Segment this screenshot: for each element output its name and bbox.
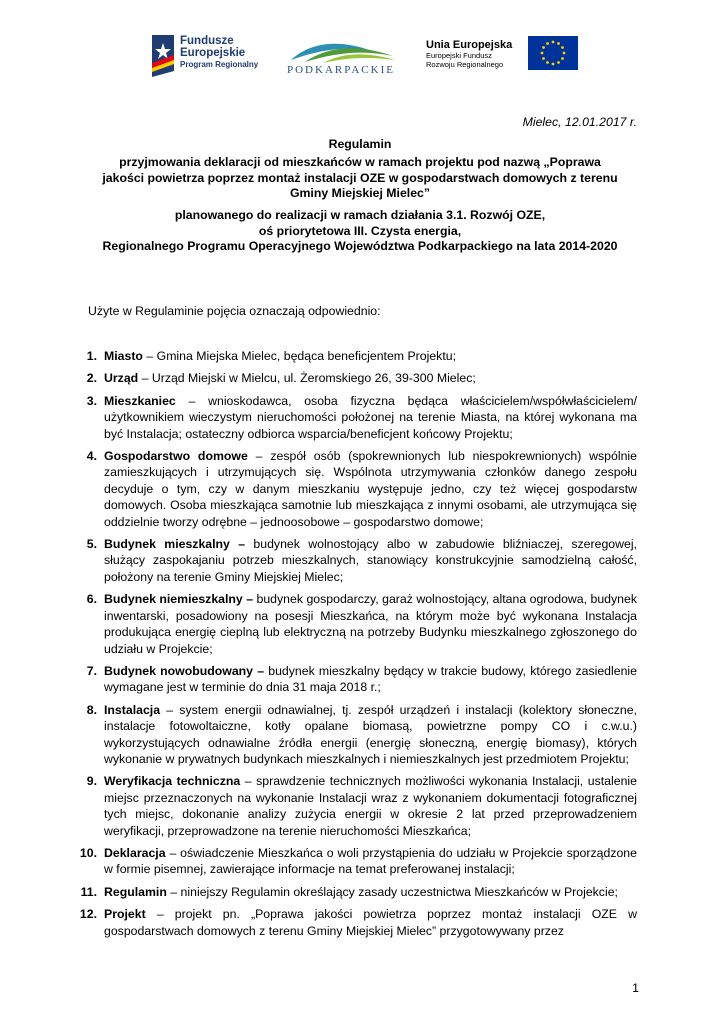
definition-number: 11.	[80, 884, 97, 899]
definition-number: 1.	[86, 349, 97, 363]
definition-text: – Gmina Miejska Mielec, będąca beneficjentem Projektu;	[142, 349, 456, 363]
definition-term: Budynek mieszkalny –	[104, 537, 246, 552]
definition-term: Urząd	[104, 371, 139, 386]
ue-line2: Europejski Fundusz	[426, 51, 492, 60]
fundusze-europejskie-logo	[148, 33, 263, 79]
page-number: 1	[632, 981, 639, 995]
definition-text: budynek gospodarczy, garaż wolnostojący, altana ogrodowa, budynek inwentarski, posadowiony na posesji Mieszkańca, na którym może być wykonana Instalacja produkująca energię cieplną lub elektryczną na potrzeby Budynku mieszkalnego zgłoszonego do udziału w Projekcie;	[104, 592, 637, 656]
definition-term: Mieszkaniec	[104, 393, 176, 408]
definition-number: 5.	[86, 537, 97, 552]
definition-text: – Urząd Miejski w Mielcu, ul. Żeromskiego 26, 39-300 Mielec;	[138, 371, 476, 386]
definition-number: 10.	[79, 845, 97, 860]
definition-item	[0, 393, 725, 442]
intro-text: Użyte w Regulaminie pojęcia oznaczają odpowiednio:	[88, 304, 381, 318]
ue-line1: Unia Europejska	[426, 39, 513, 51]
definition-number: 12.	[79, 907, 97, 922]
definition-term: Weryfikacja techniczna	[104, 774, 241, 789]
definition-item	[0, 591, 725, 657]
definition-item	[0, 536, 725, 585]
definition-item	[0, 906, 725, 939]
ue-logo-text	[426, 39, 512, 69]
definition-item	[0, 370, 725, 386]
program-line: planowanego do realizacji w ramach działania 3.1. Rozwój OZE,	[174, 208, 546, 222]
definition-number: 2.	[86, 371, 97, 386]
fe-star-icon	[148, 33, 178, 79]
definition-item	[0, 884, 725, 900]
definition-number: 4.	[86, 449, 97, 464]
fe-line3: Program Regionalny	[180, 60, 259, 69]
definition-text: – projekt pn. „Poprawa jakości powietrza poprzez montaż instalacji OZE w gospodarstwach domowych z terenu Gminy Miejskiej Mielec” przygotowywany przez	[104, 907, 637, 938]
definition-term: Deklaracja	[104, 845, 166, 860]
definition-item	[0, 845, 725, 878]
definition-number: 9.	[86, 774, 97, 789]
subtitle-line: przyjmowania deklaracji od mieszkańców w ramach projektu pod nazwą „Poprawa	[119, 155, 601, 169]
document-title: Regulamin	[328, 137, 392, 151]
definition-item	[0, 348, 725, 364]
definition-term: Gospodarstwo domowe	[104, 449, 248, 464]
program-info	[80, 208, 640, 255]
document-date: Mielec, 12.01.2017 r.	[522, 115, 637, 129]
definition-text: – oświadczenie Mieszkańca o woli przystąpienia do udziału w Projekcie sporządzone w formie pisemnej, zawierające informacje na temat preferowanej instalacji;	[104, 845, 637, 877]
definition-text: – zespół osób (spokrewnionych lub niespokrewnionych) wspólnie zamieszkujących i utrzymujących się. Wspólnota utrzymywania członków danego zespołu decyduje o tym, czy w danym mieszkaniu występuje jedno, czy też więcej gospodarstw domowych. Osoba mieszkająca samotnie lub mieszkająca z innymi osobami, ale utrzymująca się oddzielnie tworzy odrębne – jednoosobowe – gospodarstwo domowe;	[104, 449, 638, 529]
program-line: oś priorytetowa III. Czysta energia,	[258, 223, 462, 238]
definition-term: Projekt	[104, 907, 146, 922]
document-subtitle	[80, 155, 640, 202]
definition-term: Budynek nowobudowany –	[104, 663, 265, 678]
subtitle-line: jakości powietrza poprzez montaż instalacji OZE w gospodarstwach domowych z terenu	[102, 170, 618, 185]
definition-text: budynek mieszkalny będący w trakcie budowy, którego zasiedlenie wymagane jest w terminie do dnia 31 maja 2018 r.;	[104, 663, 637, 695]
definition-number: 7.	[86, 663, 97, 678]
fe-logo-text	[180, 35, 258, 71]
definition-term: Regulamin	[104, 884, 167, 899]
fe-line1: Fundusze	[180, 35, 234, 47]
definition-text: – system energii odnawialnej, tj. zespół urządzeń i instalacji (kolektory słoneczne, instalacje fotowoltaiczne, kotły opalane biomasą, powietrzne pompy CO i c.w.u.) wykorzystujących odnawialne źródła energii (energię słoneczną, energię biomasy), których wykonanie w prywatnych budynkach mieszkalnych i niemieszkalnych jest przedmiotem Projektu;	[104, 702, 637, 766]
podkarpackie-logo	[283, 38, 401, 82]
definition-number: 3.	[86, 393, 97, 408]
unia-europejska-logo	[426, 36, 580, 82]
definition-text: budynek wolnostojący albo w zabudowie bliźniaczej, szeregowej, służący zaspokajaniu potrzeb mieszkalnych, stanowiący konstrukcyjnie samodzielną całość, położony na terenie Gminy Miejskiej Mielec;	[104, 537, 637, 584]
fe-line2: Europejskie	[180, 47, 246, 59]
definition-number: 8.	[86, 702, 97, 717]
definition-term: Instalacja	[104, 702, 161, 717]
ue-line3: Rozwoju Regionalnego	[426, 60, 504, 69]
podkarpackie-text: PODKARPACKIE	[287, 64, 395, 76]
definition-item	[0, 702, 725, 768]
definition-text: – wnioskodawca, osoba fizyczna będąca właścicielem/współwłaścicielem/ użytkownikiem wieczystym nieruchomości położonej na terenie Miasta, na której wykonana ma być Instalacja; ostateczny odbiorca wsparcia/beneficjent końcowy Projektu;	[104, 393, 637, 441]
definition-item	[0, 448, 725, 530]
definition-term: Budynek niemieszkalny –	[104, 592, 254, 607]
definition-item	[0, 663, 725, 696]
subtitle-line: Gminy Miejskiej Mielec”	[289, 186, 431, 200]
logo-bar	[0, 30, 725, 80]
eu-flag-icon	[528, 36, 578, 70]
definition-term: Miasto	[104, 349, 143, 363]
definition-text: – niniejszy Regulamin określający zasady uczestnictwa Mieszkańców w Projekcie;	[166, 884, 618, 899]
definitions-list	[0, 348, 725, 939]
program-line: Regionalnego Programu Operacyjnego Województwa Podkarpackiego na lata 2014-2020	[102, 239, 618, 253]
definition-number: 6.	[86, 592, 97, 607]
definition-text: – sprawdzenie technicznych możliwości wykonania Instalacji, ustalenie miejsc przeznaczonych na wykonanie Instalacji wraz z wykonaniem dokumentacji fotograficznej tych miejsc, dokonanie analizy zużycia energii w okresie 2 lat przed przeprowadzeniem weryfikacji, przeprowadzone na terenie nieruchomości Mieszkańca;	[104, 774, 637, 838]
podkarpackie-hills-icon	[283, 38, 401, 64]
definition-item	[0, 773, 725, 839]
